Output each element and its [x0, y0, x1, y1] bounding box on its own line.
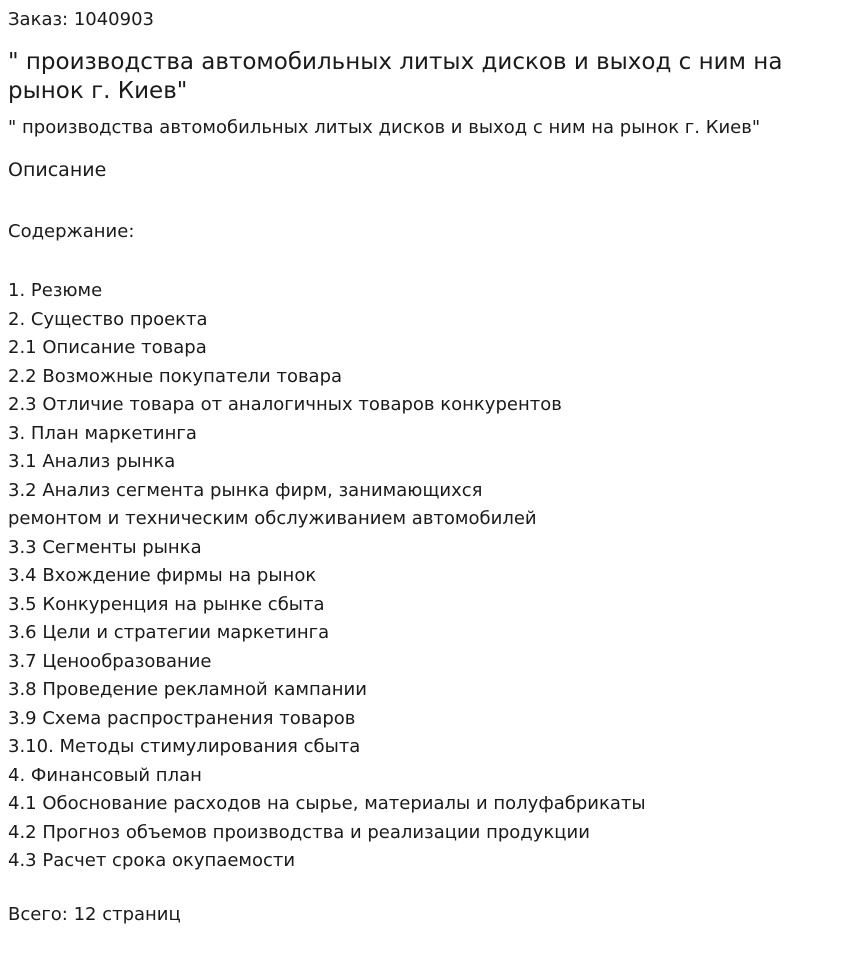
- order-number: Заказ: 1040903: [8, 9, 154, 30]
- toc-item: 4. Финансовый план: [8, 764, 202, 786]
- toc-item: 3.8 Проведение рекламной кампании: [8, 679, 367, 700]
- toc-item: 3.7 Ценообразование: [8, 650, 212, 672]
- table-of-contents: [8, 277, 646, 876]
- total-pages: Всего: 12 страниц: [8, 904, 181, 925]
- contents-label: Содержание:: [8, 221, 135, 242]
- toc-item: 2. Существо проекта: [8, 308, 208, 330]
- toc-item: 3.9 Схема распространения товаров: [8, 707, 356, 729]
- toc-item: ремонтом и техническим обслуживанием автомобилей: [8, 508, 537, 529]
- toc-item: 4.1 Обоснование расходов на сырье, материалы и полуфабрикаты: [8, 793, 646, 814]
- toc-item: 2.1 Описание товара: [8, 337, 207, 358]
- toc-item: 2.2 Возможные покупатели товара: [8, 365, 343, 387]
- toc-item: 3.1 Анализ рынка: [8, 451, 176, 472]
- toc-item: 3.5 Конкуренция на рынке сбыта: [8, 593, 325, 615]
- toc-item: 3.6 Цели и стратегии маркетинга: [8, 622, 330, 643]
- toc-item: 3.10. Методы стимулирования сбыта: [8, 736, 361, 757]
- description-heading: Описание: [8, 159, 107, 181]
- toc-item: 4.3 Расчет срока окупаемости: [8, 850, 296, 871]
- toc-item: 4.2 Прогноз объемов производства и реализации продукции: [8, 821, 590, 843]
- toc-item: 3.2 Анализ сегмента рынка фирм, занимающихся: [8, 479, 483, 501]
- toc-item: 3. План маркетинга: [8, 422, 197, 444]
- toc-item: 2.3 Отличие товара от аналогичных товаров конкурентов: [8, 394, 562, 415]
- toc-item: 1. Резюме: [8, 280, 103, 301]
- page-title: " производства автомобильных литых дисков и выход с ним на рынок г. Киев": [8, 49, 783, 104]
- toc-item: 3.3 Сегменты рынка: [8, 536, 202, 558]
- toc-item: 3.4 Вхождение фирмы на рынок: [8, 565, 317, 586]
- page-subtitle: " производства автомобильных литых дисков и выход с ним на рынок г. Киев": [8, 117, 761, 138]
